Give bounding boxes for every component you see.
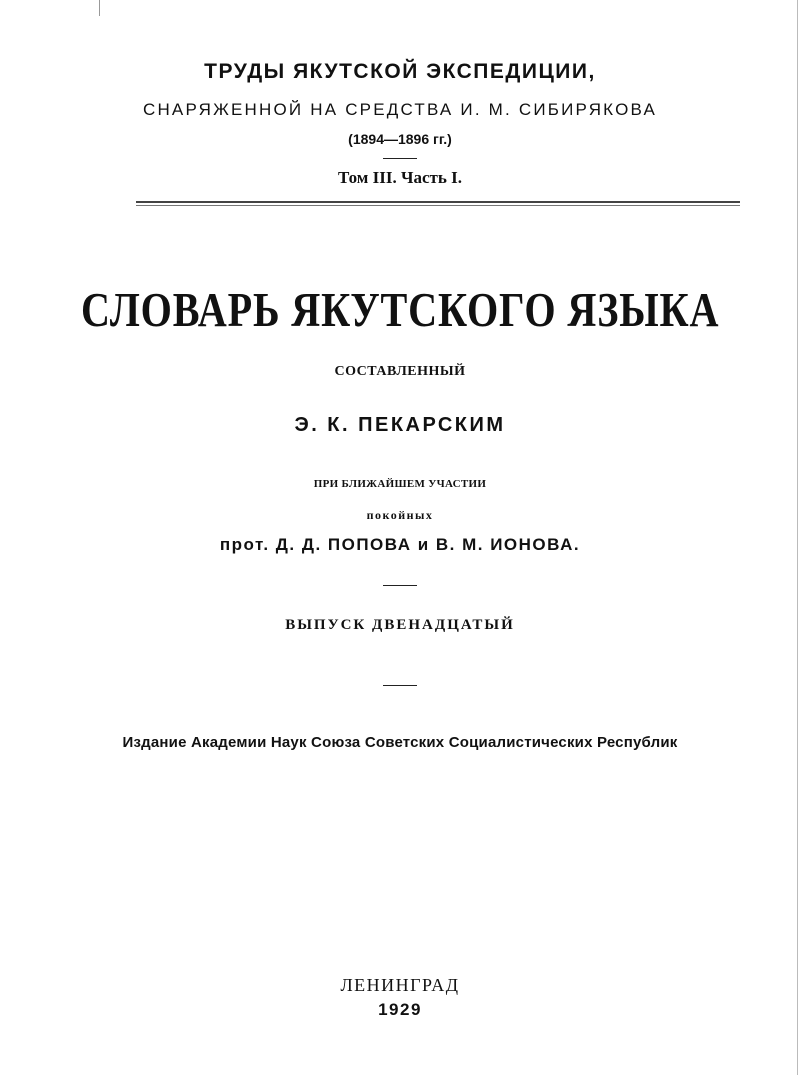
series-years: (1894—1896 гг.) xyxy=(348,131,452,147)
divider xyxy=(383,685,417,686)
coauthors: прот. Д. Д. ПОПОВА и В. М. ИОНОВА. xyxy=(219,535,581,554)
publisher: Издание Академии Наук Союза Советских Социалистических Республик xyxy=(122,734,678,751)
compiled-by-label: СОСТАВЛЕННЫЙ xyxy=(334,364,466,379)
divider xyxy=(383,585,417,586)
book-title xyxy=(0,275,800,345)
series-title: ТРУДЫ ЯКУТСКОЙ ЭКСПЕДИЦИИ, xyxy=(204,60,596,83)
participation-label: ПРИ БЛИЖАЙШЕМ УЧАСТИИ xyxy=(313,478,487,490)
book-title-text: СЛОВАРЬ ЯКУТСКОГО ЯЗЫКА xyxy=(80,282,720,337)
author-name: Э. К. ПЕКАРСКИМ xyxy=(294,414,506,436)
imprint-city: ЛЕНИНГРАД xyxy=(340,975,460,995)
series-subtitle: СНАРЯЖЕННОЙ НА СРЕДСТВА И. М. СИБИРЯКОВА xyxy=(142,100,658,119)
divider xyxy=(383,158,417,159)
imprint-year: 1929 xyxy=(378,1000,422,1019)
issue-label: ВЫПУСК ДВЕНАДЦАТЫЙ xyxy=(285,617,515,633)
late-label: покойных xyxy=(366,508,434,522)
scan-mark xyxy=(99,0,100,16)
header-divider xyxy=(136,201,740,206)
volume-label: Том III. Часть I. xyxy=(338,168,462,187)
